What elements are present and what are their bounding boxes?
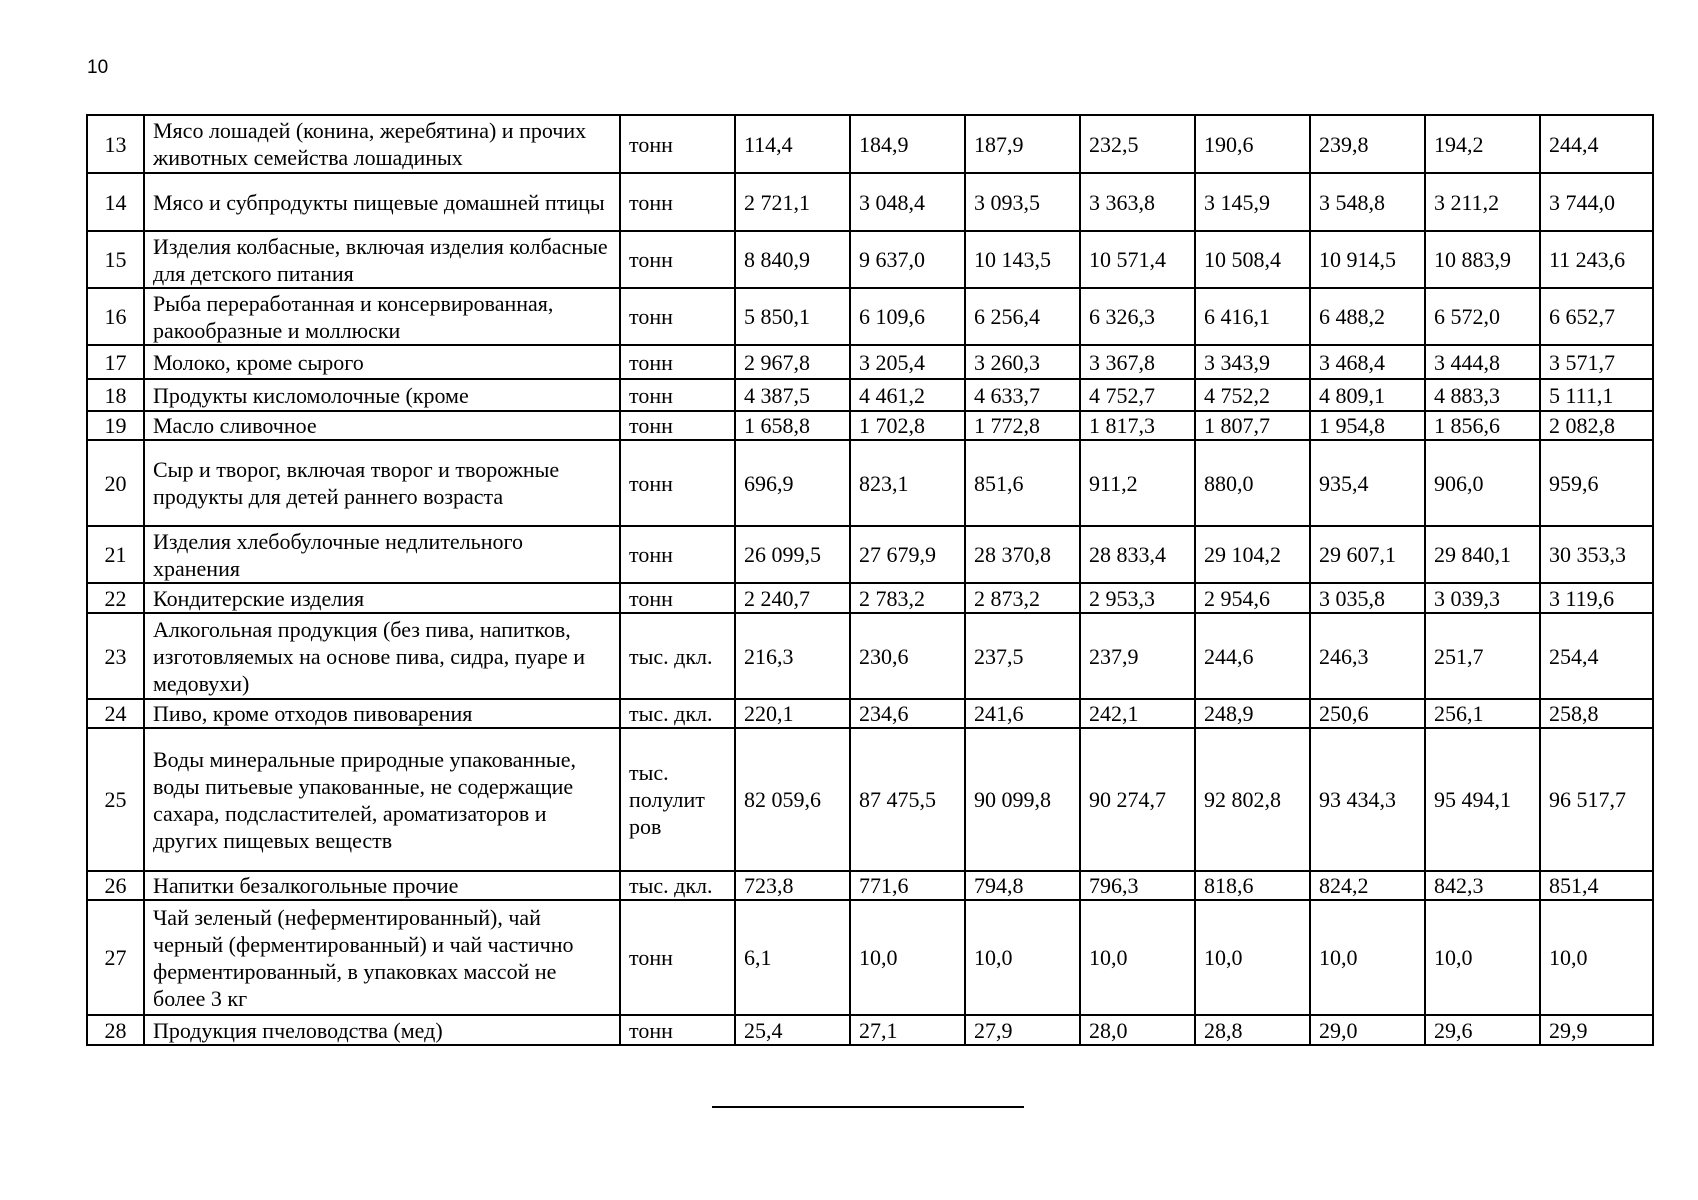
value-cell: 5 111,1 xyxy=(1540,379,1653,411)
value-cell: 28,8 xyxy=(1195,1015,1310,1045)
value-cell: 3 367,8 xyxy=(1080,345,1195,379)
table-row xyxy=(87,699,1653,728)
value-cell: 4 752,2 xyxy=(1195,379,1310,411)
value-cell: 3 211,2 xyxy=(1425,173,1540,231)
production-table xyxy=(86,114,1654,1046)
row-number-cell: 25 xyxy=(87,728,144,871)
value-cell: 29 104,2 xyxy=(1195,526,1310,583)
unit-cell: тонн xyxy=(620,345,735,379)
table-row xyxy=(87,173,1653,231)
value-cell: 6 488,2 xyxy=(1310,288,1425,345)
value-cell: 25,4 xyxy=(735,1015,850,1045)
value-cell: 723,8 xyxy=(735,871,850,900)
value-cell: 10,0 xyxy=(1425,900,1540,1015)
value-cell: 10,0 xyxy=(1310,900,1425,1015)
product-name-cell: Чай зеленый (неферментированный), чай черный (ферментированный) и чай частично ферментированный, в упаковках массой не более 3 кг xyxy=(144,900,620,1015)
unit-cell: тонн xyxy=(620,526,735,583)
value-cell: 2 721,1 xyxy=(735,173,850,231)
value-cell: 10 508,4 xyxy=(1195,231,1310,288)
value-cell: 3 343,9 xyxy=(1195,345,1310,379)
value-cell: 10,0 xyxy=(1540,900,1653,1015)
product-name-cell: Рыба переработанная и консервированная, ракообразные и моллюски xyxy=(144,288,620,345)
value-cell: 823,1 xyxy=(850,440,965,526)
value-cell: 3 571,7 xyxy=(1540,345,1653,379)
unit-cell: тонн xyxy=(620,231,735,288)
value-cell: 2 240,7 xyxy=(735,583,850,613)
value-cell: 220,1 xyxy=(735,699,850,728)
value-cell: 696,9 xyxy=(735,440,850,526)
row-number-cell: 26 xyxy=(87,871,144,900)
product-name-cell: Продукция пчеловодства (мед) xyxy=(144,1015,620,1045)
row-number-cell: 27 xyxy=(87,900,144,1015)
value-cell: 1 702,8 xyxy=(850,411,965,440)
value-cell: 6 326,3 xyxy=(1080,288,1195,345)
table-row xyxy=(87,871,1653,900)
value-cell: 959,6 xyxy=(1540,440,1653,526)
value-cell: 796,3 xyxy=(1080,871,1195,900)
value-cell: 10,0 xyxy=(850,900,965,1015)
table-row xyxy=(87,526,1653,583)
value-cell: 9 637,0 xyxy=(850,231,965,288)
value-cell: 239,8 xyxy=(1310,115,1425,173)
value-cell: 4 883,3 xyxy=(1425,379,1540,411)
unit-cell: тонн xyxy=(620,440,735,526)
table-row xyxy=(87,345,1653,379)
value-cell: 27,1 xyxy=(850,1015,965,1045)
row-number-cell: 23 xyxy=(87,613,144,699)
row-number-cell: 24 xyxy=(87,699,144,728)
value-cell: 3 548,8 xyxy=(1310,173,1425,231)
table-row xyxy=(87,440,1653,526)
value-cell: 28,0 xyxy=(1080,1015,1195,1045)
value-cell: 242,1 xyxy=(1080,699,1195,728)
table-row xyxy=(87,613,1653,699)
value-cell: 3 035,8 xyxy=(1310,583,1425,613)
value-cell: 3 205,4 xyxy=(850,345,965,379)
product-name-cell: Изделия колбасные, включая изделия колбасные для детского питания xyxy=(144,231,620,288)
value-cell: 30 353,3 xyxy=(1540,526,1653,583)
value-cell: 258,8 xyxy=(1540,699,1653,728)
unit-cell: тыс. полулит ров xyxy=(620,728,735,871)
page-number: 10 xyxy=(87,57,109,78)
unit-cell: тыс. дкл. xyxy=(620,871,735,900)
product-name-cell: Сыр и творог, включая творог и творожные продукты для детей раннего возраста xyxy=(144,440,620,526)
value-cell: 10,0 xyxy=(965,900,1080,1015)
value-cell: 87 475,5 xyxy=(850,728,965,871)
value-cell: 244,4 xyxy=(1540,115,1653,173)
value-cell: 794,8 xyxy=(965,871,1080,900)
unit-cell: тыс. дкл. xyxy=(620,613,735,699)
product-name-cell: Пиво, кроме отходов пивоварения xyxy=(144,699,620,728)
value-cell: 237,5 xyxy=(965,613,1080,699)
unit-cell: тонн xyxy=(620,1015,735,1045)
value-cell: 246,3 xyxy=(1310,613,1425,699)
value-cell: 3 363,8 xyxy=(1080,173,1195,231)
value-cell: 26 099,5 xyxy=(735,526,850,583)
value-cell: 241,6 xyxy=(965,699,1080,728)
value-cell: 27 679,9 xyxy=(850,526,965,583)
value-cell: 256,1 xyxy=(1425,699,1540,728)
value-cell: 851,4 xyxy=(1540,871,1653,900)
value-cell: 187,9 xyxy=(965,115,1080,173)
value-cell: 6 572,0 xyxy=(1425,288,1540,345)
value-cell: 90 099,8 xyxy=(965,728,1080,871)
value-cell: 1 954,8 xyxy=(1310,411,1425,440)
row-number-cell: 28 xyxy=(87,1015,144,1045)
value-cell: 6 416,1 xyxy=(1195,288,1310,345)
value-cell: 8 840,9 xyxy=(735,231,850,288)
value-cell: 4 387,5 xyxy=(735,379,850,411)
product-name-cell: Масло сливочное xyxy=(144,411,620,440)
value-cell: 254,4 xyxy=(1540,613,1653,699)
value-cell: 3 444,8 xyxy=(1425,345,1540,379)
value-cell: 4 809,1 xyxy=(1310,379,1425,411)
row-number-cell: 22 xyxy=(87,583,144,613)
value-cell: 2 873,2 xyxy=(965,583,1080,613)
value-cell: 2 967,8 xyxy=(735,345,850,379)
value-cell: 851,6 xyxy=(965,440,1080,526)
value-cell: 6 109,6 xyxy=(850,288,965,345)
value-cell: 194,2 xyxy=(1425,115,1540,173)
value-cell: 28 833,4 xyxy=(1080,526,1195,583)
value-cell: 3 119,6 xyxy=(1540,583,1653,613)
value-cell: 1 807,7 xyxy=(1195,411,1310,440)
value-cell: 10 914,5 xyxy=(1310,231,1425,288)
value-cell: 3 468,4 xyxy=(1310,345,1425,379)
value-cell: 3 260,3 xyxy=(965,345,1080,379)
value-cell: 2 953,3 xyxy=(1080,583,1195,613)
value-cell: 1 658,8 xyxy=(735,411,850,440)
value-cell: 2 954,6 xyxy=(1195,583,1310,613)
value-cell: 29 607,1 xyxy=(1310,526,1425,583)
value-cell: 6,1 xyxy=(735,900,850,1015)
value-cell: 234,6 xyxy=(850,699,965,728)
value-cell: 114,4 xyxy=(735,115,850,173)
value-cell: 184,9 xyxy=(850,115,965,173)
value-cell: 29,0 xyxy=(1310,1015,1425,1045)
value-cell: 3 145,9 xyxy=(1195,173,1310,231)
value-cell: 1 856,6 xyxy=(1425,411,1540,440)
end-divider-line xyxy=(712,1106,1024,1108)
unit-cell: тонн xyxy=(620,173,735,231)
table-row xyxy=(87,900,1653,1015)
table-row xyxy=(87,583,1653,613)
value-cell: 906,0 xyxy=(1425,440,1540,526)
value-cell: 10 883,9 xyxy=(1425,231,1540,288)
product-name-cell: Продукты кисломолочные (кроме xyxy=(144,379,620,411)
value-cell: 3 744,0 xyxy=(1540,173,1653,231)
value-cell: 216,3 xyxy=(735,613,850,699)
value-cell: 27,9 xyxy=(965,1015,1080,1045)
row-number-cell: 18 xyxy=(87,379,144,411)
product-name-cell: Воды минеральные природные упакованные, воды питьевые упакованные, не содержащие сахара, подсластителей, ароматизаторов и других пищевых веществ xyxy=(144,728,620,871)
value-cell: 818,6 xyxy=(1195,871,1310,900)
value-cell: 3 048,4 xyxy=(850,173,965,231)
table-row xyxy=(87,115,1653,173)
value-cell: 82 059,6 xyxy=(735,728,850,871)
row-number-cell: 13 xyxy=(87,115,144,173)
value-cell: 244,6 xyxy=(1195,613,1310,699)
value-cell: 29,6 xyxy=(1425,1015,1540,1045)
value-cell: 95 494,1 xyxy=(1425,728,1540,871)
product-name-cell: Мясо и субпродукты пищевые домашней птицы xyxy=(144,173,620,231)
value-cell: 251,7 xyxy=(1425,613,1540,699)
value-cell: 190,6 xyxy=(1195,115,1310,173)
value-cell: 911,2 xyxy=(1080,440,1195,526)
value-cell: 2 783,2 xyxy=(850,583,965,613)
row-number-cell: 19 xyxy=(87,411,144,440)
value-cell: 935,4 xyxy=(1310,440,1425,526)
table-row xyxy=(87,1015,1653,1045)
value-cell: 3 093,5 xyxy=(965,173,1080,231)
row-number-cell: 15 xyxy=(87,231,144,288)
table-row xyxy=(87,288,1653,345)
value-cell: 10 143,5 xyxy=(965,231,1080,288)
value-cell: 1 817,3 xyxy=(1080,411,1195,440)
value-cell: 4 752,7 xyxy=(1080,379,1195,411)
product-name-cell: Кондитерские изделия xyxy=(144,583,620,613)
value-cell: 5 850,1 xyxy=(735,288,850,345)
value-cell: 28 370,8 xyxy=(965,526,1080,583)
product-name-cell: Молоко, кроме сырого xyxy=(144,345,620,379)
value-cell: 92 802,8 xyxy=(1195,728,1310,871)
value-cell: 10 571,4 xyxy=(1080,231,1195,288)
value-cell: 29 840,1 xyxy=(1425,526,1540,583)
row-number-cell: 21 xyxy=(87,526,144,583)
value-cell: 11 243,6 xyxy=(1540,231,1653,288)
table-row xyxy=(87,411,1653,440)
product-name-cell: Напитки безалкогольные прочие xyxy=(144,871,620,900)
value-cell: 6 652,7 xyxy=(1540,288,1653,345)
product-name-cell: Изделия хлебобулочные недлительного хранения xyxy=(144,526,620,583)
value-cell: 3 039,3 xyxy=(1425,583,1540,613)
unit-cell: тонн xyxy=(620,288,735,345)
unit-cell: тонн xyxy=(620,583,735,613)
unit-cell: тонн xyxy=(620,115,735,173)
value-cell: 248,9 xyxy=(1195,699,1310,728)
value-cell: 4 461,2 xyxy=(850,379,965,411)
unit-cell: тонн xyxy=(620,379,735,411)
table-body xyxy=(87,115,1653,1045)
value-cell: 880,0 xyxy=(1195,440,1310,526)
value-cell: 10,0 xyxy=(1195,900,1310,1015)
product-name-cell: Мясо лошадей (конина, жеребятина) и прочих животных семейства лошадиных xyxy=(144,115,620,173)
value-cell: 237,9 xyxy=(1080,613,1195,699)
unit-cell: тонн xyxy=(620,900,735,1015)
product-name-cell: Алкогольная продукция (без пива, напитков, изготовляемых на основе пива, сидра, пуаре и медовухи) xyxy=(144,613,620,699)
value-cell: 90 274,7 xyxy=(1080,728,1195,871)
value-cell: 10,0 xyxy=(1080,900,1195,1015)
value-cell: 232,5 xyxy=(1080,115,1195,173)
value-cell: 250,6 xyxy=(1310,699,1425,728)
value-cell: 4 633,7 xyxy=(965,379,1080,411)
value-cell: 2 082,8 xyxy=(1540,411,1653,440)
value-cell: 230,6 xyxy=(850,613,965,699)
row-number-cell: 17 xyxy=(87,345,144,379)
value-cell: 842,3 xyxy=(1425,871,1540,900)
unit-cell: тонн xyxy=(620,411,735,440)
table-row xyxy=(87,231,1653,288)
row-number-cell: 14 xyxy=(87,173,144,231)
value-cell: 824,2 xyxy=(1310,871,1425,900)
value-cell: 96 517,7 xyxy=(1540,728,1653,871)
value-cell: 1 772,8 xyxy=(965,411,1080,440)
value-cell: 6 256,4 xyxy=(965,288,1080,345)
table-row xyxy=(87,379,1653,411)
row-number-cell: 20 xyxy=(87,440,144,526)
table-row xyxy=(87,728,1653,871)
row-number-cell: 16 xyxy=(87,288,144,345)
value-cell: 29,9 xyxy=(1540,1015,1653,1045)
unit-cell: тыс. дкл. xyxy=(620,699,735,728)
value-cell: 93 434,3 xyxy=(1310,728,1425,871)
value-cell: 771,6 xyxy=(850,871,965,900)
